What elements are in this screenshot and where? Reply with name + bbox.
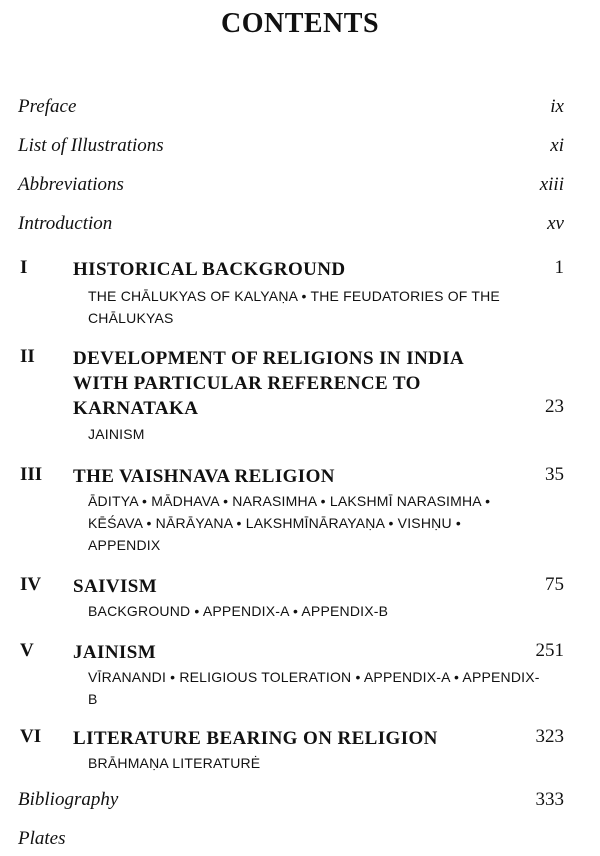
chapter-subsections: ĀDITYA • MĀDHAVA • NARASIMHA • LAKSHMĪ NARASIMHA • KĒŚAVA • NĀRĀYANA • LAKSHMĪNĀRAYAṆA • VISHṆU • APPENDIX bbox=[88, 493, 491, 553]
chapter-subsections: JAINISM bbox=[88, 426, 145, 442]
chapter-page: 35 bbox=[545, 464, 564, 485]
toc-chapter-iii[interactable] bbox=[18, 464, 564, 559]
chapter-numeral: I bbox=[20, 257, 28, 278]
chapter-heading: HISTORICAL BACKGROUND bbox=[73, 259, 346, 280]
chapter-numeral: VI bbox=[20, 726, 42, 747]
toc-entry-plates[interactable] bbox=[18, 828, 564, 854]
toc-entry-list-of-illustrations[interactable] bbox=[18, 135, 564, 161]
chapter-page: 23 bbox=[545, 396, 564, 417]
chapter-heading: SAIVISM bbox=[73, 576, 158, 597]
toc-entry-label: Introduction bbox=[18, 213, 113, 234]
toc-entry-bibliography[interactable] bbox=[18, 789, 564, 815]
chapter-page: 75 bbox=[545, 574, 564, 595]
toc-entry-introduction[interactable] bbox=[18, 213, 564, 239]
chapter-numeral: V bbox=[20, 640, 34, 661]
toc-entry-page: ix bbox=[550, 96, 564, 117]
chapter-heading: JAINISM bbox=[73, 642, 157, 663]
toc-entry-abbreviations[interactable] bbox=[18, 174, 564, 200]
chapter-heading: DEVELOPMENT OF RELIGIONS IN INDIA WITH PARTICULAR REFERENCE TO KARNATAKA bbox=[73, 348, 464, 419]
chapter-numeral: III bbox=[20, 464, 43, 485]
toc-entry-page: xv bbox=[547, 213, 564, 234]
toc-chapter-ii[interactable] bbox=[18, 346, 564, 446]
toc-entry-label: List of Illustrations bbox=[18, 135, 164, 156]
chapter-heading: THE VAISHNAVA RELIGION bbox=[73, 466, 335, 487]
chapter-heading: LITERATURE BEARING ON RELIGION bbox=[73, 728, 438, 749]
chapter-numeral: IV bbox=[20, 574, 42, 595]
chapter-subsections: BRĀHMAṆA LITERATURĖ bbox=[88, 755, 261, 771]
chapter-subsections: BACKGROUND • APPENDIX-A • APPENDIX-B bbox=[88, 603, 389, 619]
toc-entry-preface[interactable] bbox=[18, 96, 564, 122]
toc-chapter-iv[interactable] bbox=[18, 574, 564, 624]
toc-entry-page: xi bbox=[550, 135, 564, 156]
toc-entry-label: Abbreviations bbox=[18, 174, 124, 195]
chapter-page: 323 bbox=[535, 726, 564, 747]
toc-entry-label: Bibliography bbox=[18, 789, 119, 810]
chapter-subsections: THE CHĀLUKYAS OF KALYAṆA • THE FEUDATORIES OF THE CHĀLUKYAS bbox=[88, 288, 500, 326]
toc-chapter-vi[interactable] bbox=[18, 726, 564, 776]
toc-chapter-i[interactable] bbox=[18, 257, 564, 327]
toc-entry-label: Plates bbox=[18, 828, 66, 849]
chapter-numeral: II bbox=[20, 346, 35, 367]
toc-entry-page: 333 bbox=[535, 789, 564, 810]
toc-chapter-v[interactable] bbox=[18, 640, 564, 710]
chapter-page: 251 bbox=[535, 640, 564, 661]
chapter-subsections: VĪRANANDI • RELIGIOUS TOLERATION • APPENDIX-A • APPENDIX-B bbox=[88, 669, 540, 707]
toc-entry-label: Preface bbox=[18, 96, 77, 117]
page-title: CONTENTS bbox=[220, 8, 380, 39]
toc-entry-page: xiii bbox=[539, 174, 564, 195]
chapter-page: 1 bbox=[554, 257, 564, 278]
